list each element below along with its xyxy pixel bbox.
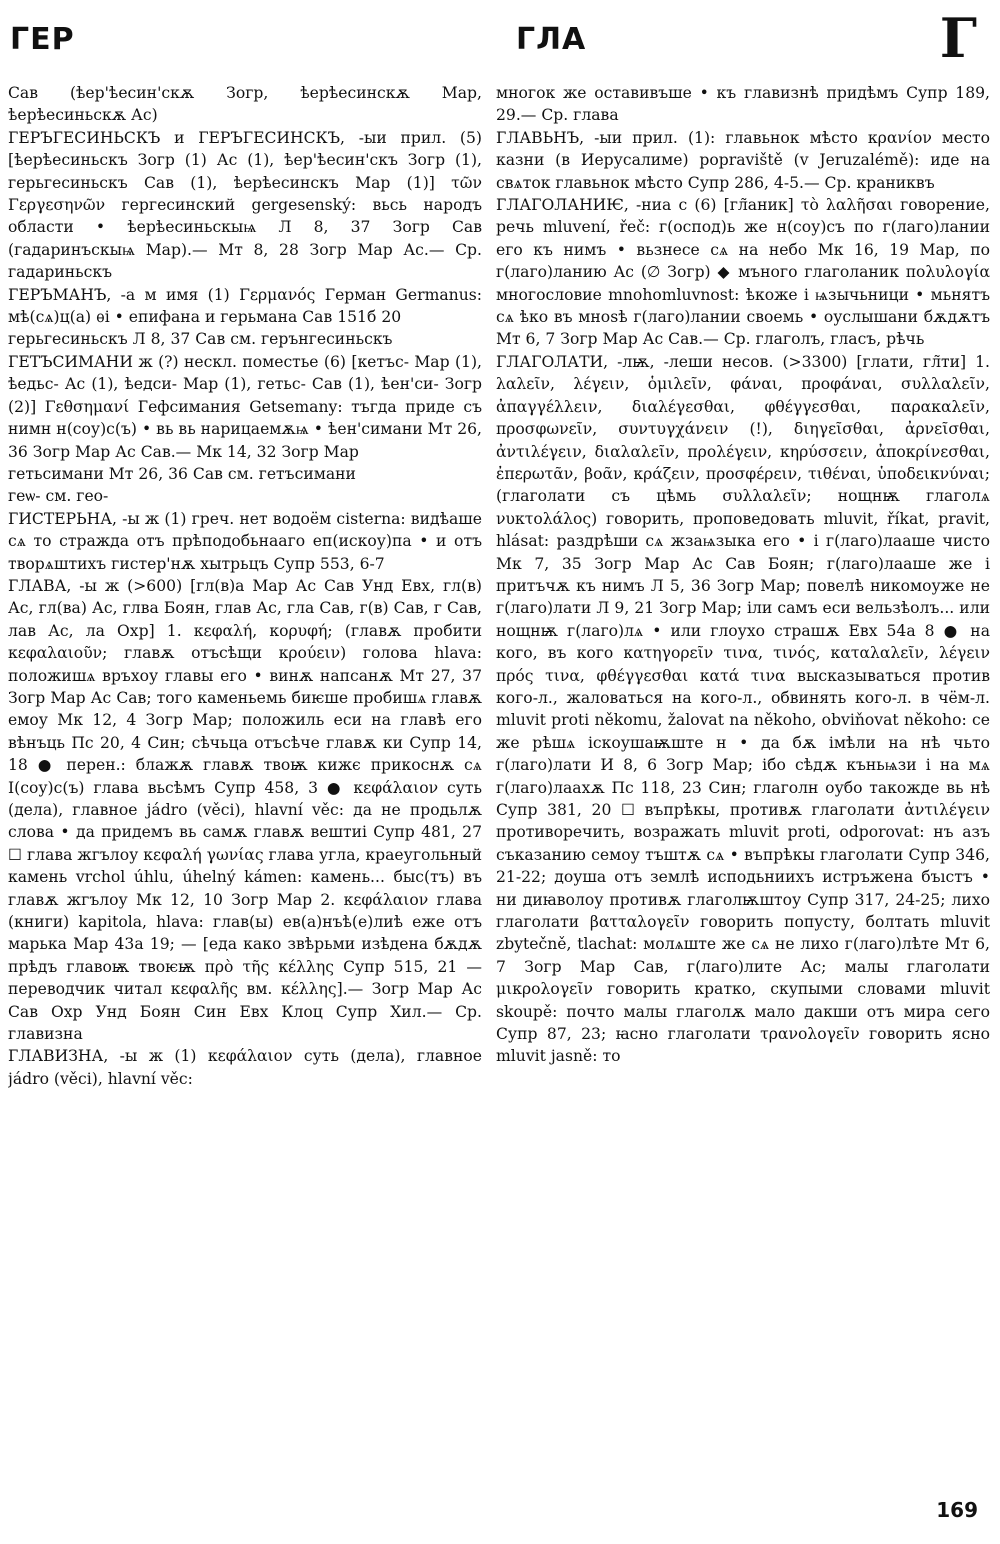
entry-paragraph: ГЛАГОЛАТИ, -лѭ, -леши несов. (>3300) [глати, гл̃ти] 1. λαλεῖν, λέγειν, ὁμιλεῖν, φάναι, προφάναι, συλλαλεῖν, ἀπαγγέλλειν, διαλέγεσθαι, φθέγγεσθαι, παρακαλεῖν, προσφωνεῖν, συντυγχάνειν (!), διηγεῖσθαι, ἀρνεῖσθαι, ἀντιλέγειν, διαλαλεῖν, προλέγειν, κηρύσσειν, ἀποκρίνεσθαι, ἐπερωτᾶν, βοᾶν, κράζειν, προσφέρειν, τιθέναι, ὑποδεικνύναι; (глаголати съ цѣмь συλλαλεῖν; нощнѭ глаголѧ νυκτολάλος) говорить, проповедовать mluvit, říkat, pravit, hlásat: раздрѣши сѧ жзаѩзыка его • і г(лаго)лааше чисто Мк 7, 35 Зогр Мар Ас Сав Боян; г(лаго)лааше же і притъчѫ къ нимъ Л 5, 36 Зогр Мар; повелѣ никомоуже не г(лаго)лати Л 9, 21 Зогр Мар; іли самъ еси вельзѣолъ... или нощнѭ г(лаго)лѧ • или глоухо страшѫ Евх 54а 8 ● на кого, въ кого κατηγορεῖν τινα, τινός, καταλαλεῖν, λέγειν πρός τινα, φθέγγεσθαι κατά τινα высказываться против кого-л., жаловаться на кого-л., обвинять кого-л. в чём-л. mluvit proti někomu, žalovat na někoho, obviňovat někoho: се же рѣшѧ іскоушаѭште н • да бѫ імѣли на нѣ чьто г(лаго)лати И 8, 6 Зогр Мар; ібо сѣдѫ къньѩзи і на мѧ г(лаго)лаахѫ Пс 118, 23 Син; глаголн оубо такожде вь нѣ Супр 381, 20 ☐ въпрѣкы, противѫ глаголати ἀντιλέγειν противоречить, возражать mluvit proti, odporovat: нъ азъ съказанию семоу тъштѫ сѧ • въпрѣкы глаголати Супр 346, 21-22; доуша отъ землѣ исподьниихъ истръжена бъıстъ • ни диꙗволоу противѫ глаголѭштоу Супр 317, 24-25; лихо глаголати βατταλογεῖν говорить попусту, болтать mluvit zbytečně, tlachat: молѧште же сѧ не лихо г(лаго)лѣте Мт 6, 7 Зогр Мар Сав, г(лаго)лите Ас; малы глаголати μικρολογεῖν говорить кратко, скупыми словами mluvit skoupě: почто малы глаголѫ мало дакши отъ мира сего Супр 87, 23; ꙗсно глаголати τρανολογεῖν говорить ясно mluvit jasně: то <box>496 352 990 1066</box>
entry-paragraph: ГЛАВЬНЪ, -ыи прил. (1): главьнок мѣсто κρανίον место казни (в Иерусалиме) popraviště (v Jeruzalémě): иде на свѧток главьнок мѣсто Супр 286, 4-5.— Ср. краниквъ <box>496 128 990 192</box>
entry-paragraph: ГИСТЕРЬНА, -ы ж (1) греч. нет водоём cisterna: видѣаше сѧ то стражда отъ прѣподобьнааго еп(искоу)па • и отъ творѧштихъ гистер'нѫ хытрьцъ Супр 553, 6-7 <box>8 509 482 573</box>
page-number: 169 <box>936 1498 978 1522</box>
left-column <box>8 82 482 1492</box>
entry-paragraph: многок же оставивъше • къ главизнѣ придѣмъ Супр 189, 29.— Ср. глава <box>496 84 990 125</box>
entry-paragraph: ГЛАВИЗНА, -ы ж (1) κεφάλαιον суть (дела), главное jádro (věci), hlavní věc: <box>8 1047 482 1088</box>
entry-paragraph: ГЛАГОЛАНИѤ, -ниа с (6) [гл̃аник] τὸ λαλῆσαι говорение, речь mluvení, řeč: г(оспод)ь же н(соу)съ по г(лаго)лании его къ нимъ • вьзнесе сѧ на небо Мк 16, 19 Мар, по г(лаго)ланию Ас (∅ Зогр) ◆ мъного глаголаник πολυλογία многословие mnohomluvnost: ѣкоже і ѩзычьници • мьнятъ сѧ ѣко въ мноѕѣ г(лаго)лании своемь • оуслышани бѫдѫтъ Мт 6, 7 Зогр Мар Ас Сав.— Ср. глаголъ, гласъ, рѣчь <box>496 196 990 349</box>
entry-paragraph: ГЛАВА, -ы ж (>600) [гл(в)а Мар Ас Сав Унд Евх, гл(в) Ас, гл(ва) Ас, глва Боян, глав Ас, гла Сав, г(в) Сав, г Сав, лав Ас, ла Охр] 1. κεφαλή, κορυφή; (главѫ пробити κεφαλαιοῦν; главѫ отъсѣщи κρούειν) голова hlava: положишѧ връхоу главы его • винѫ напсанѫ Мт 27, 37 Зогр Мар Ас Сав; того каменьемь биѥше пробишѧ главѫ емоу Мк 12, 4 Зогр Мар; положиль еси на главѣ его вѣнъць Пс 20, 4 Син; сѣчьца отъсѣче главѫ ки Супр 14, 18 ● перен.: блажѫ главѫ твоѭ кижє прикоснѫ сѧ І(соу)с(ъ) глава вьсѣмъ Супр 458, 3 ● κεφάλαιον суть (дела), главное jádro (věci), hlavní věc: да не продьлѫ слова • да придемъ вь самѫ главѫ вештиі Супр 481, 27 ☐ глава жгълоу κεφαλή γωνίας глава угла, краеугольный камень vrchol úhlu, úhelný kámen: камень... быс(тъ) въ главѫ жгълоу Мк 12, 10 Зогр Мар 2. κεφάλαιον глава (книги) kapitola, hlava: глав(ы) ев(а)нъѣ(е)лиѣ еже отъ марька Мар 43а 19; — [еда како звѣрьми изѣдена бѫдѫ прѣдъ главоѭ твоѥѭ πρὸ τῆς κέλλης Супр 515, 21 — переводчик читал κεφαλῆς вм. κέλλης].— Зогр Мар Ас Сав Охр Унд Боян Син Евх Клоц Супр Хил.— Ср. главизна <box>8 576 482 1044</box>
header-section-letter: Г <box>939 6 978 70</box>
entry-paragraph: ГЕТЪСИМАНИ ж (?) нескл. поместье (6) [кетъс- Мар (1), ѣедьс- Ас (1), ѣедси- Мар (1), гетьс- Сав (1), ѣен'си- Зогр (2)] Γεθσημανί Гефсимания Getsemany: тъгда приде съ нимн н(соу)с(ъ) • вь вь нарицаемѫѩ • ѣен'симани Мт 26, 36 Зогр Мар Ас Сав.— Мк 14, 32 Зогр Мар <box>8 352 482 461</box>
header-left-guideword: ГЕР <box>10 22 75 57</box>
entry-paragraph: гетьсимани Мт 26, 36 Сав см. гетъсимани <box>8 464 356 483</box>
entry-paragraph: ГЕРЪГЕСИНЬСКЪ и ГЕРЪГЕСИНСКЪ, -ыи прил. (5) [ѣерѣесиньскъ Зогр (1) Ас (1), ѣер'ѣесин'скъ Зогр (1), герьгесиньскъ Сав (1), ѣерѣесинскъ Мар (1)] τῶν Γεργεσηνῶν гергесинский gergesenský: вьсь народъ области • ѣерѣесиньскыѩ Л 8, 37 Зогр Сав (гадаринъскыѩ Мар).— Мт 8, 28 Зогр Мар Ас.— Ср. гадариньскъ <box>8 128 482 282</box>
entry-paragraph: Сав (ѣер'ѣесин'скѫ Зогр, ѣерѣесинскѫ Мар, ѣерѣесиньскѫ Ас) <box>8 84 482 125</box>
entry-paragraph: ГЕРЪМАНЪ, -а м имя (1) Γερμανός Герман Germanus: мѣ(сѧ)ц(а) ѳі • епифана и герьмана Сав 151б 20 <box>8 285 482 327</box>
entry-paragraph: геѡ- см. гео- <box>8 487 109 506</box>
entry-paragraph: герьгесиньскъ Л 8, 37 Сав см. герънгесиньскъ <box>8 330 393 349</box>
header-center-guideword: ГЛА <box>516 22 587 57</box>
running-header <box>0 0 1000 80</box>
right-column <box>496 82 990 1492</box>
